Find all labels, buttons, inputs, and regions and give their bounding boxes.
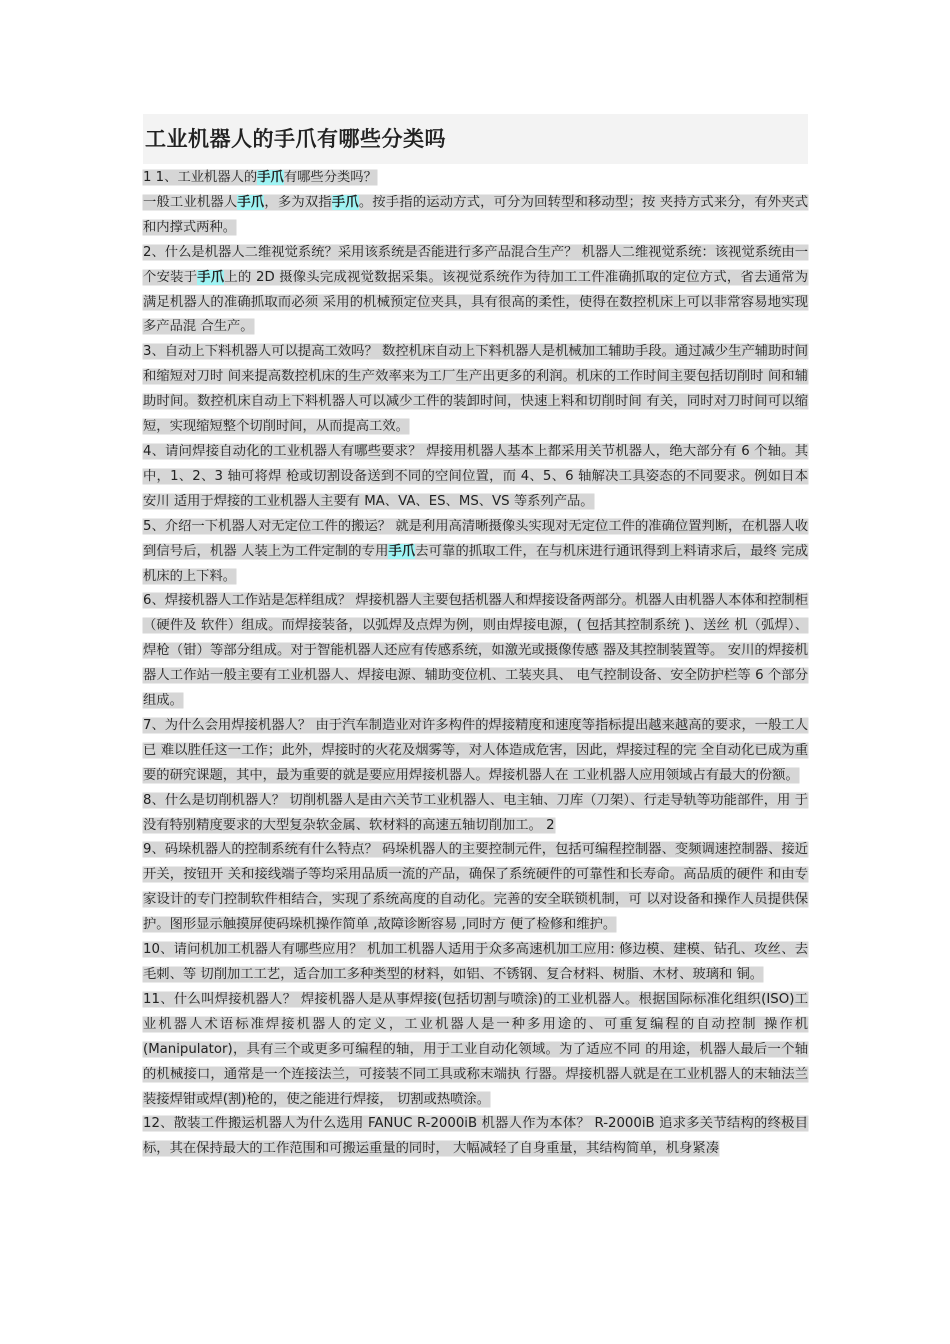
- paragraph-text: 一般工业机器人: [143, 194, 238, 210]
- paragraph-text: 7、为什么会用焊接机器人？ 由于汽车制造业对许多构件的焊接精度和速度等指标提出越来越高的要求，一般工人已 难以胜任这一工作；此外，焊接时的火花及烟雾等，对人体造成危害，因此，焊接过程的完 全自动化已成为重要的研究课题，其中，最为重要的就是要应用焊接机器人。焊接机器人在 工业机器人应用领域占有最大的份额。: [143, 717, 808, 783]
- highlighted-text: [143, 793, 808, 833]
- paragraph-text: 去可靠的抓取工件，在与机床进行通讯得到上料请求后，最终 完成机床的上下料。: [143, 543, 808, 584]
- highlighted-text: [143, 593, 808, 708]
- highlighted-text: [143, 992, 808, 1107]
- paragraph-text: 5、介绍一下机器人对无定位工件的搬运？ 就是利用高清晰摄像头实现对无定位工件的准确位置判断，在机器人收到信号后，机器 人装上为工件定制的专用: [143, 518, 808, 559]
- paragraph: [143, 166, 808, 191]
- keyword-highlight: 手爪: [237, 194, 265, 210]
- highlighted-text: [143, 718, 808, 783]
- paragraph-text: 11、什么叫焊接机器人？ 焊接机器人是从事焊接(包括切割与喷涂)的工业机器人。根据国际标准化组织(ISO)工 业机器人术语标准焊接机器人的定义，工业机器人是一种多用途的、可重复编程的自动控制 操作机(Manipulator)，具有三个或更多可编程的轴，用于工业自动化领域。为了适应不同 的用途，机器人最后一个轴的机械接口，通常是一个连接法兰，可接装不同工具或称末端执 行器。焊接机器人就是在工业机器人的末轴法兰装接焊钳或焊(割)枪的，使之能进行焊接， 切割或热喷涂。: [143, 991, 808, 1107]
- highlighted-text: [143, 170, 377, 185]
- highlighted-text: [143, 519, 808, 584]
- paragraph-text: 10、请问机加工机器人有哪些应用？ 机加工机器人适用于众多高速机加工应用: 修边模、建模、钻孔、攻丝、去毛刺、等 切削加工工艺，适合加工多种类型的材料，如铝、不锈钢、复合材料、树脂、木材、玻璃和 铜。: [143, 942, 808, 982]
- paragraph: [143, 838, 808, 938]
- paragraph: [143, 340, 808, 440]
- paragraph: [143, 938, 808, 988]
- paragraph-text: 4、请问焊接自动化的工业机器人有哪些要求？ 焊接用机器人基本上都采用关节机器人，绝大部分有 6 个轴。其中，1、2、3 轴可将焊 枪或切割设备送到不同的空间位置，而 4、5、6 轴解决工具姿态的不同要求。例如日本安川 适用于焊接的工业机器人主要有 MA、VA、ES、MS、VS 等系列产品。: [143, 443, 808, 509]
- paragraph-text: 9、码垛机器人的控制系统有什么特点？ 码垛机器人的主要控制元件，包括可编程控制器、变频调速控制器、接近开关，按钮开 关和接线端子等均采用品质一流的产品，确保了系统硬件的可靠性和长寿命。高品质的硬件 和由专家设计的专门控制软件相结合，实现了系统高度的自动化。完善的安全联锁机制，可 以对设备和操作人员提供保护。图形显示触摸屏使码垛机操作简单 ,故障诊断容易 ,同时方 便了检修和维护。: [143, 842, 808, 933]
- highlighted-text: [143, 195, 808, 235]
- highlighted-text: [143, 942, 808, 982]
- highlighted-text: [143, 444, 808, 509]
- paragraph: [143, 789, 808, 839]
- paragraph-text: 8、什么是切削机器人？ 切削机器人是由六关节工业机器人、电主轴、刀库（刀架）、行走导轨等功能部件，用 于没有特别精度要求的大型复杂软金属、软材料的高速五轴切削加工。 2: [143, 792, 808, 833]
- paragraph-text: 上的 2D 摄像头完成视觉数据采集。该视觉系统作为待加工工件准确抓取的定位方式，省去通常为满足机器人的准确抓取而必须 采用的机械预定位夹具，具有很高的柔性，使得在数控机床上可以非常容易地实现多产品混 合生产。: [143, 269, 809, 335]
- keyword-highlight: 手爪: [331, 194, 359, 210]
- paragraph: [143, 191, 808, 241]
- keyword-highlight: 手爪: [388, 543, 416, 559]
- document-body: [143, 166, 808, 1162]
- keyword-highlight: 手爪: [197, 269, 225, 285]
- paragraph-text: 3、自动上下料机器人可以提高工效吗？ 数控机床自动上下料机器人是机械加工辅助手段。通过减少生产辅助时间和缩短对刀时 间来提高数控机床的生产效率来为工厂生产出更多的利润。机床的工作时间主要包括切削时 间和辅助时间。数控机床自动上下料机器人可以减少工件的装卸时间，快速上料和切削时间 有关，同时对刀时间可以缩短，实现缩短整个切削时间，从而提高工效。: [143, 344, 808, 435]
- highlighted-text: [143, 842, 808, 932]
- paragraph: [143, 1112, 808, 1162]
- paragraph-text: ，多为双指: [264, 194, 332, 210]
- paragraph-text: 12、散装工件搬运机器人为什么选用 FANUC R-2000iB 机器人作为本体？ R-2000iB 追求多关节结构的终极目标，其在保持最大的工作范围和可搬运重量的同时， 大幅减轻了自身重量，其结构简单，机身紧凑: [143, 1116, 808, 1157]
- keyword-highlight: 手爪: [257, 170, 284, 185]
- title-bar: [143, 114, 808, 164]
- document-page: [143, 114, 808, 1162]
- paragraph: [143, 515, 808, 590]
- paragraph: [143, 589, 808, 714]
- paragraph: [143, 714, 808, 789]
- paragraph: [143, 988, 808, 1113]
- paragraph: [143, 440, 808, 515]
- paragraph: [143, 241, 808, 341]
- highlighted-text: [143, 245, 808, 335]
- paragraph-text: 。按手指的运动方式，可分为回转型和移动型；按 夹持方式来分，有外夹式和内撑式两种。: [143, 194, 809, 235]
- paragraph-text: 6、焊接机器人工作站是怎样组成？ 焊接机器人主要包括机器人和焊接设备两部分。机器人由机器人本体和控制柜（硬件及 软件）组成。而焊接装备，以弧焊及点焊为例，则由焊接电源，( 包括其控制系统 )、送丝 机（弧焊）、焊枪（钳）等部分组成。对于智能机器人还应有传感系统，如激光或摄像传感 器及其控制装置等。 安川的焊接机器人工作站一般主要有工业机器人、焊接电源、辅助变位机、工装夹具、 电气控制设备、安全防护栏等 6 个部分组成。: [143, 593, 808, 709]
- paragraph-text: 1 1、工业机器人的: [143, 170, 258, 185]
- paragraph-text: 2、什么是机器人二维视觉系统？采用该系统是否能进行多产品混合生产？ 机器人二维视觉系统：该视觉系统由一个安装于: [143, 244, 808, 285]
- highlighted-text: [143, 1116, 808, 1156]
- paragraph-text: 有哪些分类吗？: [283, 170, 377, 185]
- highlighted-text: [143, 344, 808, 434]
- page-title: 工业机器人的手爪有哪些分类吗: [145, 127, 446, 151]
